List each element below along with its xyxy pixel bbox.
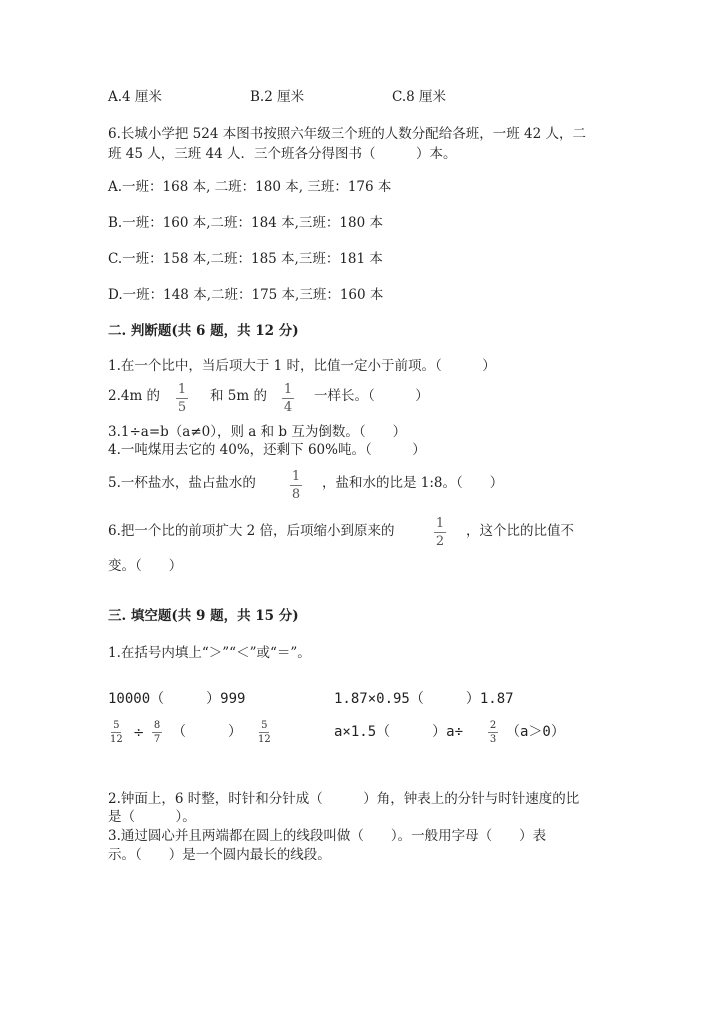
fraction-five-twelfths: 5 12 — [110, 720, 123, 745]
question-6-line2: 班 45 人，三班 44 人．三个班各分得图书（ ）本。 — [108, 146, 457, 162]
fraction-five-twelfths-right: 5 12 — [258, 720, 271, 745]
fraction-eight-sevenths: 8 7 — [153, 720, 161, 745]
question-6-option-b: B.一班：160 本,二班：184 本,三班：180 本 — [108, 215, 383, 231]
option-b: B.2 厘米 — [250, 89, 305, 105]
question-6-line1: 6.长城小学把 524 本图书按照六年级三个班的人数分配给各班，一班 42 人，二 — [108, 126, 586, 142]
fill-q3-line2: 示。（ ）是一个圆内最长的线段。 — [108, 847, 331, 863]
judge-q6-part-b: ，这个比的比值不 — [466, 523, 574, 539]
judge-q1: 1.在一个比中，当后项大于 1 时，比值一定小于前项。（ ） — [108, 358, 496, 374]
fraction-one-half: 1 2 — [435, 516, 445, 549]
divide-sign: ÷ — [133, 725, 145, 741]
judge-q2-part-b: 和 5m 的 — [210, 388, 267, 404]
section-3-title: 三. 填空题(共 9 题，共 15 分) — [108, 608, 299, 624]
fill-q1: 1.在括号内填上“＞”“＜”或“＝”。 — [108, 645, 311, 661]
judge-q4: 4.一吨煤用去它的 40%，还剩下 60%吨。（ ） — [108, 442, 426, 458]
judge-q2-part-a: 2.4m 的 — [108, 388, 161, 404]
compare-row1-right: 1.87×0.95（ ）1.87 — [334, 691, 514, 707]
compare-row2-right-c: （a＞0） — [506, 724, 565, 740]
judge-q5-part-b: ，盐和水的比是 1:8。（ ） — [322, 475, 504, 491]
judge-q5-part-a: 5.一杯盐水，盐占盐水的 — [108, 475, 256, 491]
judge-q3: 3.1÷a=b（a≠0），则 a 和 b 互为倒数。（ ） — [108, 424, 407, 440]
question-6-option-c: C.一班：158 本,二班：185 本,三班：181 本 — [108, 251, 383, 267]
section-2-title: 二. 判断题(共 6 题，共 12 分) — [108, 323, 299, 339]
fill-q2-line1: 2.钟面上，6 时整，时针和分针成（ ）角，钟表上的分针与时针速度的比 — [108, 791, 580, 807]
fill-q2-line2: 是（ ）。 — [108, 809, 196, 825]
compare-row2-right-a: a×1.5（ ）a÷ — [334, 724, 464, 740]
judge-q6-part-a: 6.把一个比的前项扩大 2 倍，后项缩小到原来的 — [108, 523, 395, 539]
question-6-option-a: A.一班：168 本, 二班：180 本, 三班：176 本 — [108, 179, 392, 195]
fraction-one-fifth: 1 5 — [177, 382, 187, 415]
question-6-option-d: D.一班：148 本,二班：175 本,三班：160 本 — [108, 287, 384, 303]
judge-q2-part-c: 一样长。（ ） — [314, 388, 429, 404]
judge-q6-part-c: 变。（ ） — [108, 558, 183, 574]
option-c: C.8 厘米 — [392, 89, 447, 105]
option-a: A.4 厘米 — [108, 89, 162, 105]
fraction-two-thirds: 2 3 — [489, 720, 497, 745]
fraction-one-eighth: 1 8 — [291, 469, 301, 502]
fill-q3-line1: 3.通过圆心并且两端都在圆上的线段叫做（ ）。一般用字母（ ）表 — [108, 828, 547, 844]
compare-row1-left: 10000（ ）999 — [108, 691, 246, 707]
compare-row2-blank: （ ） — [172, 724, 242, 740]
fraction-one-fourth: 1 4 — [283, 382, 293, 415]
